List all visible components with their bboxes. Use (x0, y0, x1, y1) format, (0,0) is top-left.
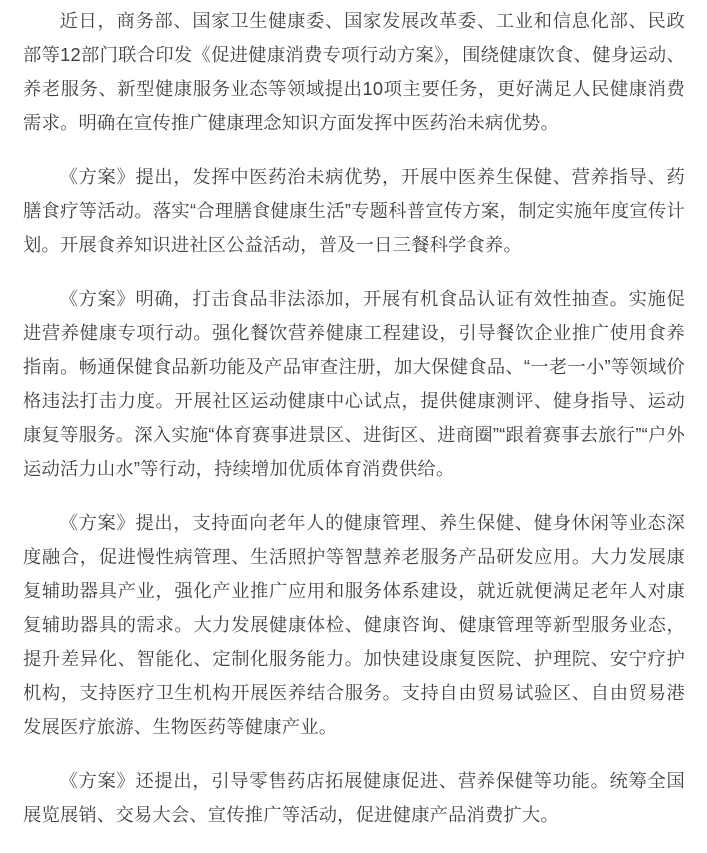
article-paragraph: 《方案》提出，发挥中医药治未病优势，开展中医养生保健、营养指导、药膳食疗等活动。落实“合理膳食健康生活”专题科普宣传方案，制定实施年度宣传计划。开展食养知识进社区公益活动，普及一日三餐科学食养。 (23, 166, 685, 255)
article-paragraph: 《方案》提出，支持面向老年人的健康管理、养生保健、健身休闲等业态深度融合，促进慢性病管理、生活照护等智慧养老服务产品研发应用。大力发展康复辅助器具产业，强化产业推广应用和服务体系建设，就近就便满足老年人对康复辅助器具的需求。大力发展健康体检、健康咨询、健康管理等新型服务业态，提升差异化、智能化、定制化服务能力。加快建设康复医院、护理院、安宁疗护机构，支持医疗卫生机构开展医养结合服务。支持自由贸易试验区、自由贸易港发展医疗旅游、生物医药等健康产业。 (23, 512, 685, 737)
article-paragraph: 《方案》明确，打击食品非法添加，开展有机食品认证有效性抽查。实施促进营养健康专项行动。强化餐饮营养健康工程建设，引导餐饮企业推广使用食养指南。畅通保健食品新功能及产品审查注册，加大保健食品、“一老一小”等领域价格违法打击力度。开展社区运动健康中心试点，提供健康测评、健身指导、运动康复等服务。深入实施“体育赛事进景区、进街区、进商圈”“跟着赛事去旅行”“户外运动活力山水”等行动，持续增加优质体育消费供给。 (23, 288, 685, 479)
article-paragraph: 近日，商务部、国家卫生健康委、国家发展改革委、工业和信息化部、民政部等12部门联合印发《促进健康消费专项行动方案》，围绕健康饮食、健身运动、养老服务、新型健康服务业态等领域提出10项主要任务，更好满足人民健康消费需求。明确在宣传推广健康理念知识方面发挥中医药治未病优势。 (23, 10, 685, 133)
article-paragraph: 《方案》还提出，引导零售药店拓展健康促进、营养保健等功能。统筹全国展览展销、交易大会、宣传推广等活动，促进健康产品消费扩大。 (23, 770, 685, 825)
